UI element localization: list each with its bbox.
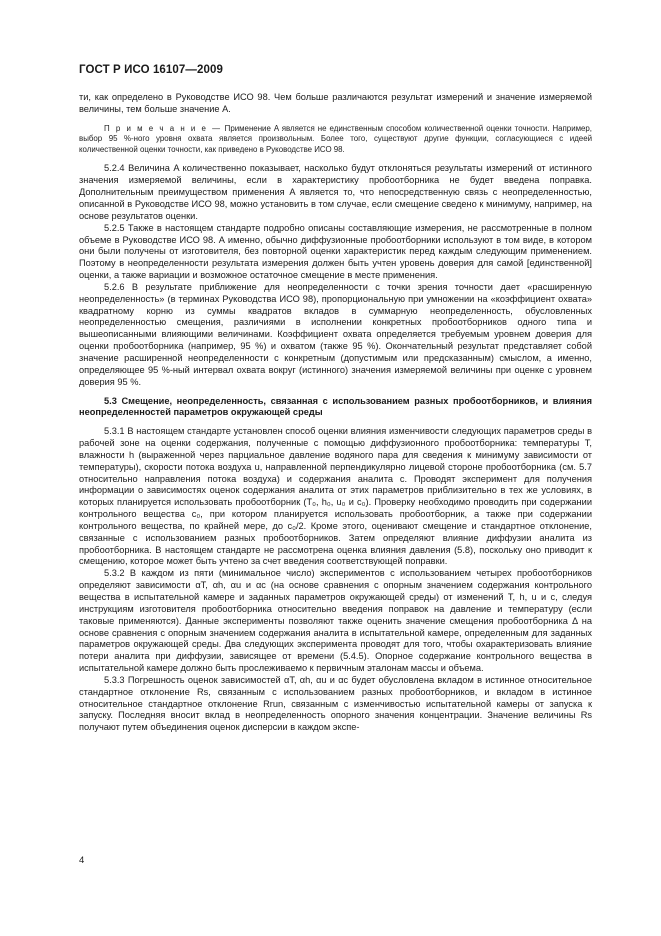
- paragraph-5-2-5: 5.2.5 Также в настоящем стандарте подробно описаны составляющие измерения, не рассмотренные в полном объеме в Руководстве ИСО 98. А именно, обычно диффузионные пробоотборники используют в том виде, в котором они были получены от изготовителя, без повторной оценки характеристик перед каждым следующим применением. Поэтому в неопределенности результата измерения должен быть учтен уровень доверия для самой [единственной] оценки, а также вариации и возможное остаточное смещение в месте применения.: [79, 222, 592, 281]
- note-label: П р и м е ч а н и е —: [104, 123, 222, 133]
- note-text: Применение A является не единственным способом количественной оценки точности. Например, выбор 95 %-ного уровня охвата является произвольным. Более того, существуют другие функции, согласующиеся с идеей количественной оценки точности, как приведено в Руководстве ИСО 98.: [79, 123, 592, 154]
- paragraph-5-2-4: 5.2.4 Величина A количественно показывает, насколько будут отклоняться результаты измерений от истинного значения измеряемой величины, если в характеристику пробоотборника не будет введена поправка. Дополнительным преимуществом применения A является то, что непосредственную связь с неопределенностью, описанной в Руководстве ИСО 98, можно установить в том случае, если смещение сведено к минимуму, например, на основе результатов оценки.: [79, 163, 592, 221]
- paragraph-5-3-3: 5.3.3 Погрешность оценок зависимостей αT, αh, αu и αc будет обусловлена вкладом в истинное относительное стандартное отклонение Rs, связанным с использованием разных пробоотборников, и вкладом в истинное относительное стандартное отклонение Rrun, связанным с изменчивостью испытательной камеры от запуска к запуску. Последняя вносит вклад в неопределенность опорного значения концентрации. Значение величины Rs получают путем объединения оценок дисперсии в каждом экспе-: [79, 674, 592, 733]
- paragraph-5-3-2: 5.3.2 В каждом из пяти (минимальное число) экспериментов с использованием четырех пробоотборников определяют зависимости αT, αh, αu и αc (на основе сравнения с опорным значением содержания контрольного вещества в испытательной камере и заданных параметров окружающей среды) от изменений T, h, u и c, следуя инструкциям изготовителя пробоотборника относительно введения поправок на давление и температуру (если таковые применяются). Данные эксперименты позволяют также оценить значение смещения пробоотборника Δ на основе сравнения с опорным значением содержания аналита в испытательной камере, определенным для заданных параметров окружающей среды. Два следующих эксперимента проводят для того, чтобы охарактеризовать влияние потери аналита при диффузии, зависящее от времени (5.4.5). Опорное содержание контрольного вещества в испытательной камере должно быть прослеживаемо к первичным эталонам массы и объема.: [79, 568, 592, 674]
- page-number: 4: [79, 855, 85, 866]
- paragraph-continuation: ти, как определено в Руководстве ИСО 98. Чем больше различаются результат измерений и значение измеряемой величины, тем больше значение A.: [79, 92, 592, 114]
- section-heading-5-3: 5.3 Смещение, неопределенность, связанная с использованием разных пробоотборников, и влияния неопределенностей параметров окружающей среды: [79, 395, 592, 418]
- page-content: [79, 92, 592, 734]
- paragraph-5-2-6: 5.2.6 В результате приближение для неопределенности с точки зрения точности дает «расширенную неопределенность» (в терминах Руководства ИСО 98), пропорциональную при умножении на «коэффициент охвата» квадратному корню из суммы квадратов вкладов в суммарную неопределенность, обусловленных неопределенностью смещения, различиями в исполнении конкретных пробоотборников одного типа и вышеописанными влияющими величинами. Коэффициент охвата определяется требуемым уровнем доверия для оценки пробоотборника (например, 95 %) и охватом (также 95 %). Окончательный результат представляет собой значение расширенной неопределенности с конкретным (допустимым или предсказанным) смыслом, а именно, определяющее 95 %-ный интервал охвата вокруг (истинного) значения измеряемой величины при оценке с уровнем доверия 95 %.: [79, 281, 592, 387]
- document-header: ГОСТ Р ИСО 16107—2009: [79, 64, 224, 76]
- note: [79, 124, 592, 156]
- paragraph-5-3-1: 5.3.1 В настоящем стандарте установлен способ оценки влияния изменчивости следующих параметров среды в рабочей зоне на оценки содержания, полученные с помощью диффузионного пробоотборника: температуры T, влажности h (выраженной через парциальное давление водяного пара для сведения к минимуму зависимости от температуры), скорости потока воздуха u, направленной перпендикулярно лицевой стороне пробоотборника (см. 5.7 относительно направления потока воздуха) и содержания аналита c. Проводят эксперимент для получения информации о зависимостях оценок содержания аналита от этих параметров приблизительно в тех же условиях, в которых планируется использовать пробоотборник (T₀, h₀, u₀ и c₀). Проверку необходимо проводить при содержании контрольного вещества c₀, при котором планируется использовать пробоотборник, а также при содержании контрольного вещества, по крайней мере, до c₀/2. Кроме этого, оценивают смещение и стандартное отклонение, связанные с использованием разных пробоотборников. Затем определяют влияние диффузии аналита из пробоотборника. В настоящем стандарте не рассмотрена оценка влияния давления (5.8), поскольку оно приводит к смещению, которое может быть учтено за счет введения соответствующей поправки.: [79, 426, 592, 567]
